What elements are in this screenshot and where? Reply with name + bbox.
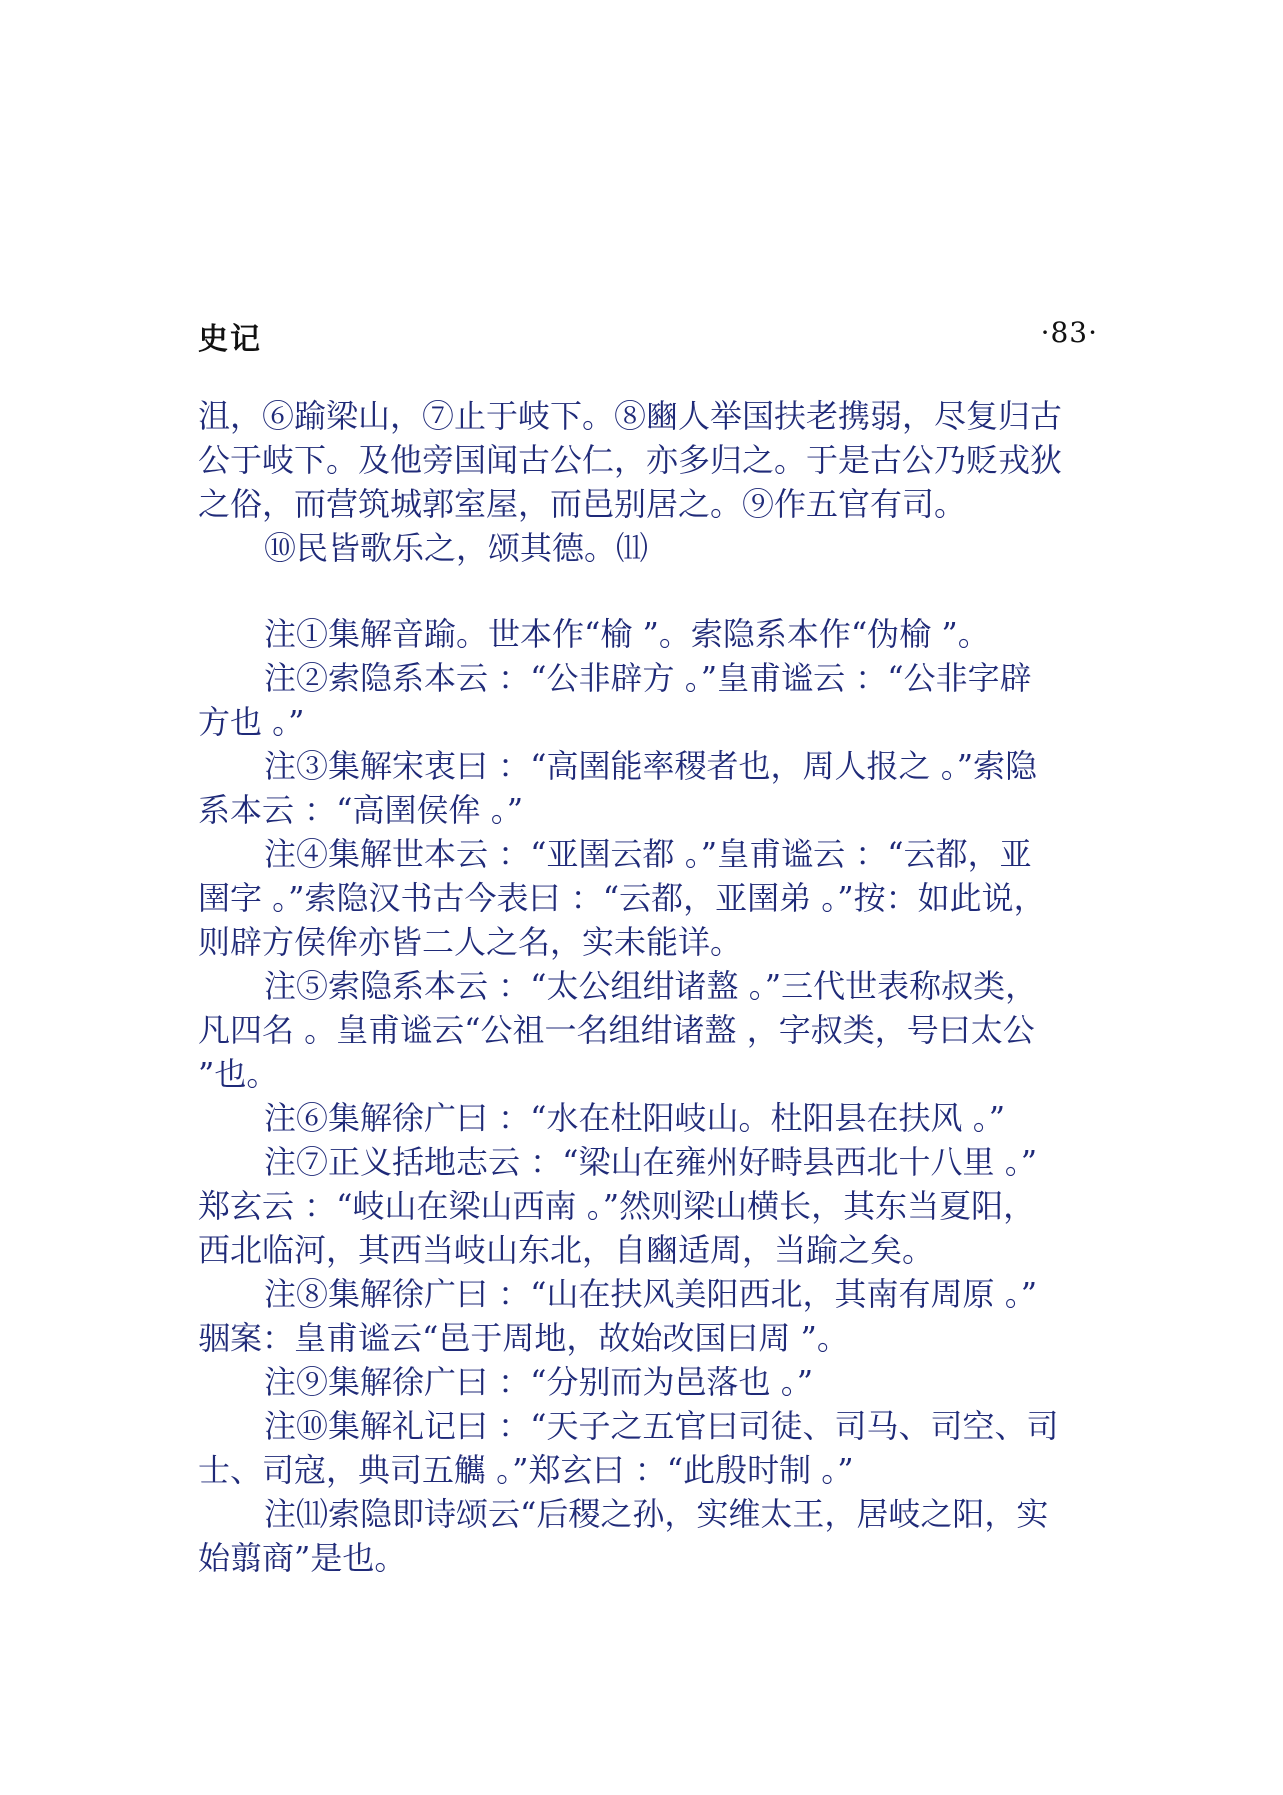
note-line: 方也 。”: [198, 703, 305, 741]
note-line: 郑玄云 ：“岐山在梁山西南 。”然则梁山横长，其东当夏阳，: [198, 1187, 1036, 1225]
note-line: 注⑤索隐系本云 ：“太公组绀诸盩 。”三代世表称叔类，: [264, 967, 1038, 1005]
note-line: 士、司寇，典司五觽 。”郑玄曰 ：“此殷时制 。”: [198, 1451, 854, 1489]
note-line: 注②索隐系本云 ：“公非辟方 。”皇甫谧云 ：“公非字辟: [264, 659, 1032, 697]
section-gap: [198, 570, 1103, 612]
note-line: 系本云 ：“高圉侯侔 。”: [198, 791, 524, 829]
note-line: 凡四名 。皇甫谧云“公祖一名组绀诸盩 ，字叔类，号曰太公: [198, 1011, 1035, 1049]
main-text-line: 沮，⑥踰梁山，⑦止于岐下。⑧豳人举国扶老携弱，尽复归古: [198, 397, 1063, 435]
body-text: [198, 394, 1103, 1580]
main-text-line: 公于岐下。及他旁国闻古公仁，亦多归之。于是古公乃贬戎狄: [198, 441, 1063, 479]
note-line: 注⑾索隐即诗颂云“后稷之孙，实维太王，居岐之阳，实: [264, 1495, 1049, 1533]
note-line: 注①集解音踰。世本作“榆 ”。索隐系本作“伪榆 ”。: [264, 615, 990, 653]
note-line: 注③集解宋衷曰 ：“高圉能率稷者也，周人报之 。”索隐: [264, 747, 1038, 785]
page-header: [198, 314, 1098, 358]
note-line: 注⑩集解礼记曰 ：“天子之五官曰司徒、司马、司空、司: [264, 1407, 1059, 1445]
note-line: 西北临河，其西当岐山东北，自豳适周，当踰之矣。: [198, 1231, 935, 1269]
note-line: 则辟方侯侔亦皆二人之名，实未能详。: [198, 923, 743, 961]
main-text-line: 之俗，而营筑城郭室屋，而邑别居之。⑨作五官有司。: [198, 485, 967, 523]
note-line: 注⑨集解徐广曰 ：“分别而为邑落也 。”: [264, 1363, 814, 1401]
note-line: 骃案：皇甫谧云“邑于周地，故始改国曰周 ”。: [198, 1319, 849, 1357]
note-line: 注④集解世本云 ：“亚圉云都 。”皇甫谧云 ：“云都，亚: [264, 835, 1032, 873]
note-line: ”也。: [198, 1055, 279, 1093]
note-line: 圉字 。”索隐汉书古今表曰 ：“云都，亚圉弟 。”按：如此说，: [198, 879, 1046, 917]
note-line: 始翦商”是也。: [198, 1539, 407, 1577]
page-number: ·83·: [1040, 316, 1098, 349]
book-title: 史记: [198, 322, 262, 357]
main-text-line: ⑩民皆歌乐之，颂其德。⑾: [264, 529, 649, 567]
note-line: 注⑦正义括地志云 ：“梁山在雍州好畤县西北十八里 。”: [264, 1143, 1038, 1181]
note-line: 注⑥集解徐广曰 ：“水在杜阳岐山。杜阳县在扶风 。”: [264, 1099, 1006, 1137]
note-line: 注⑧集解徐广曰 ：“山在扶风美阳西北，其南有周原 。”: [264, 1275, 1038, 1313]
